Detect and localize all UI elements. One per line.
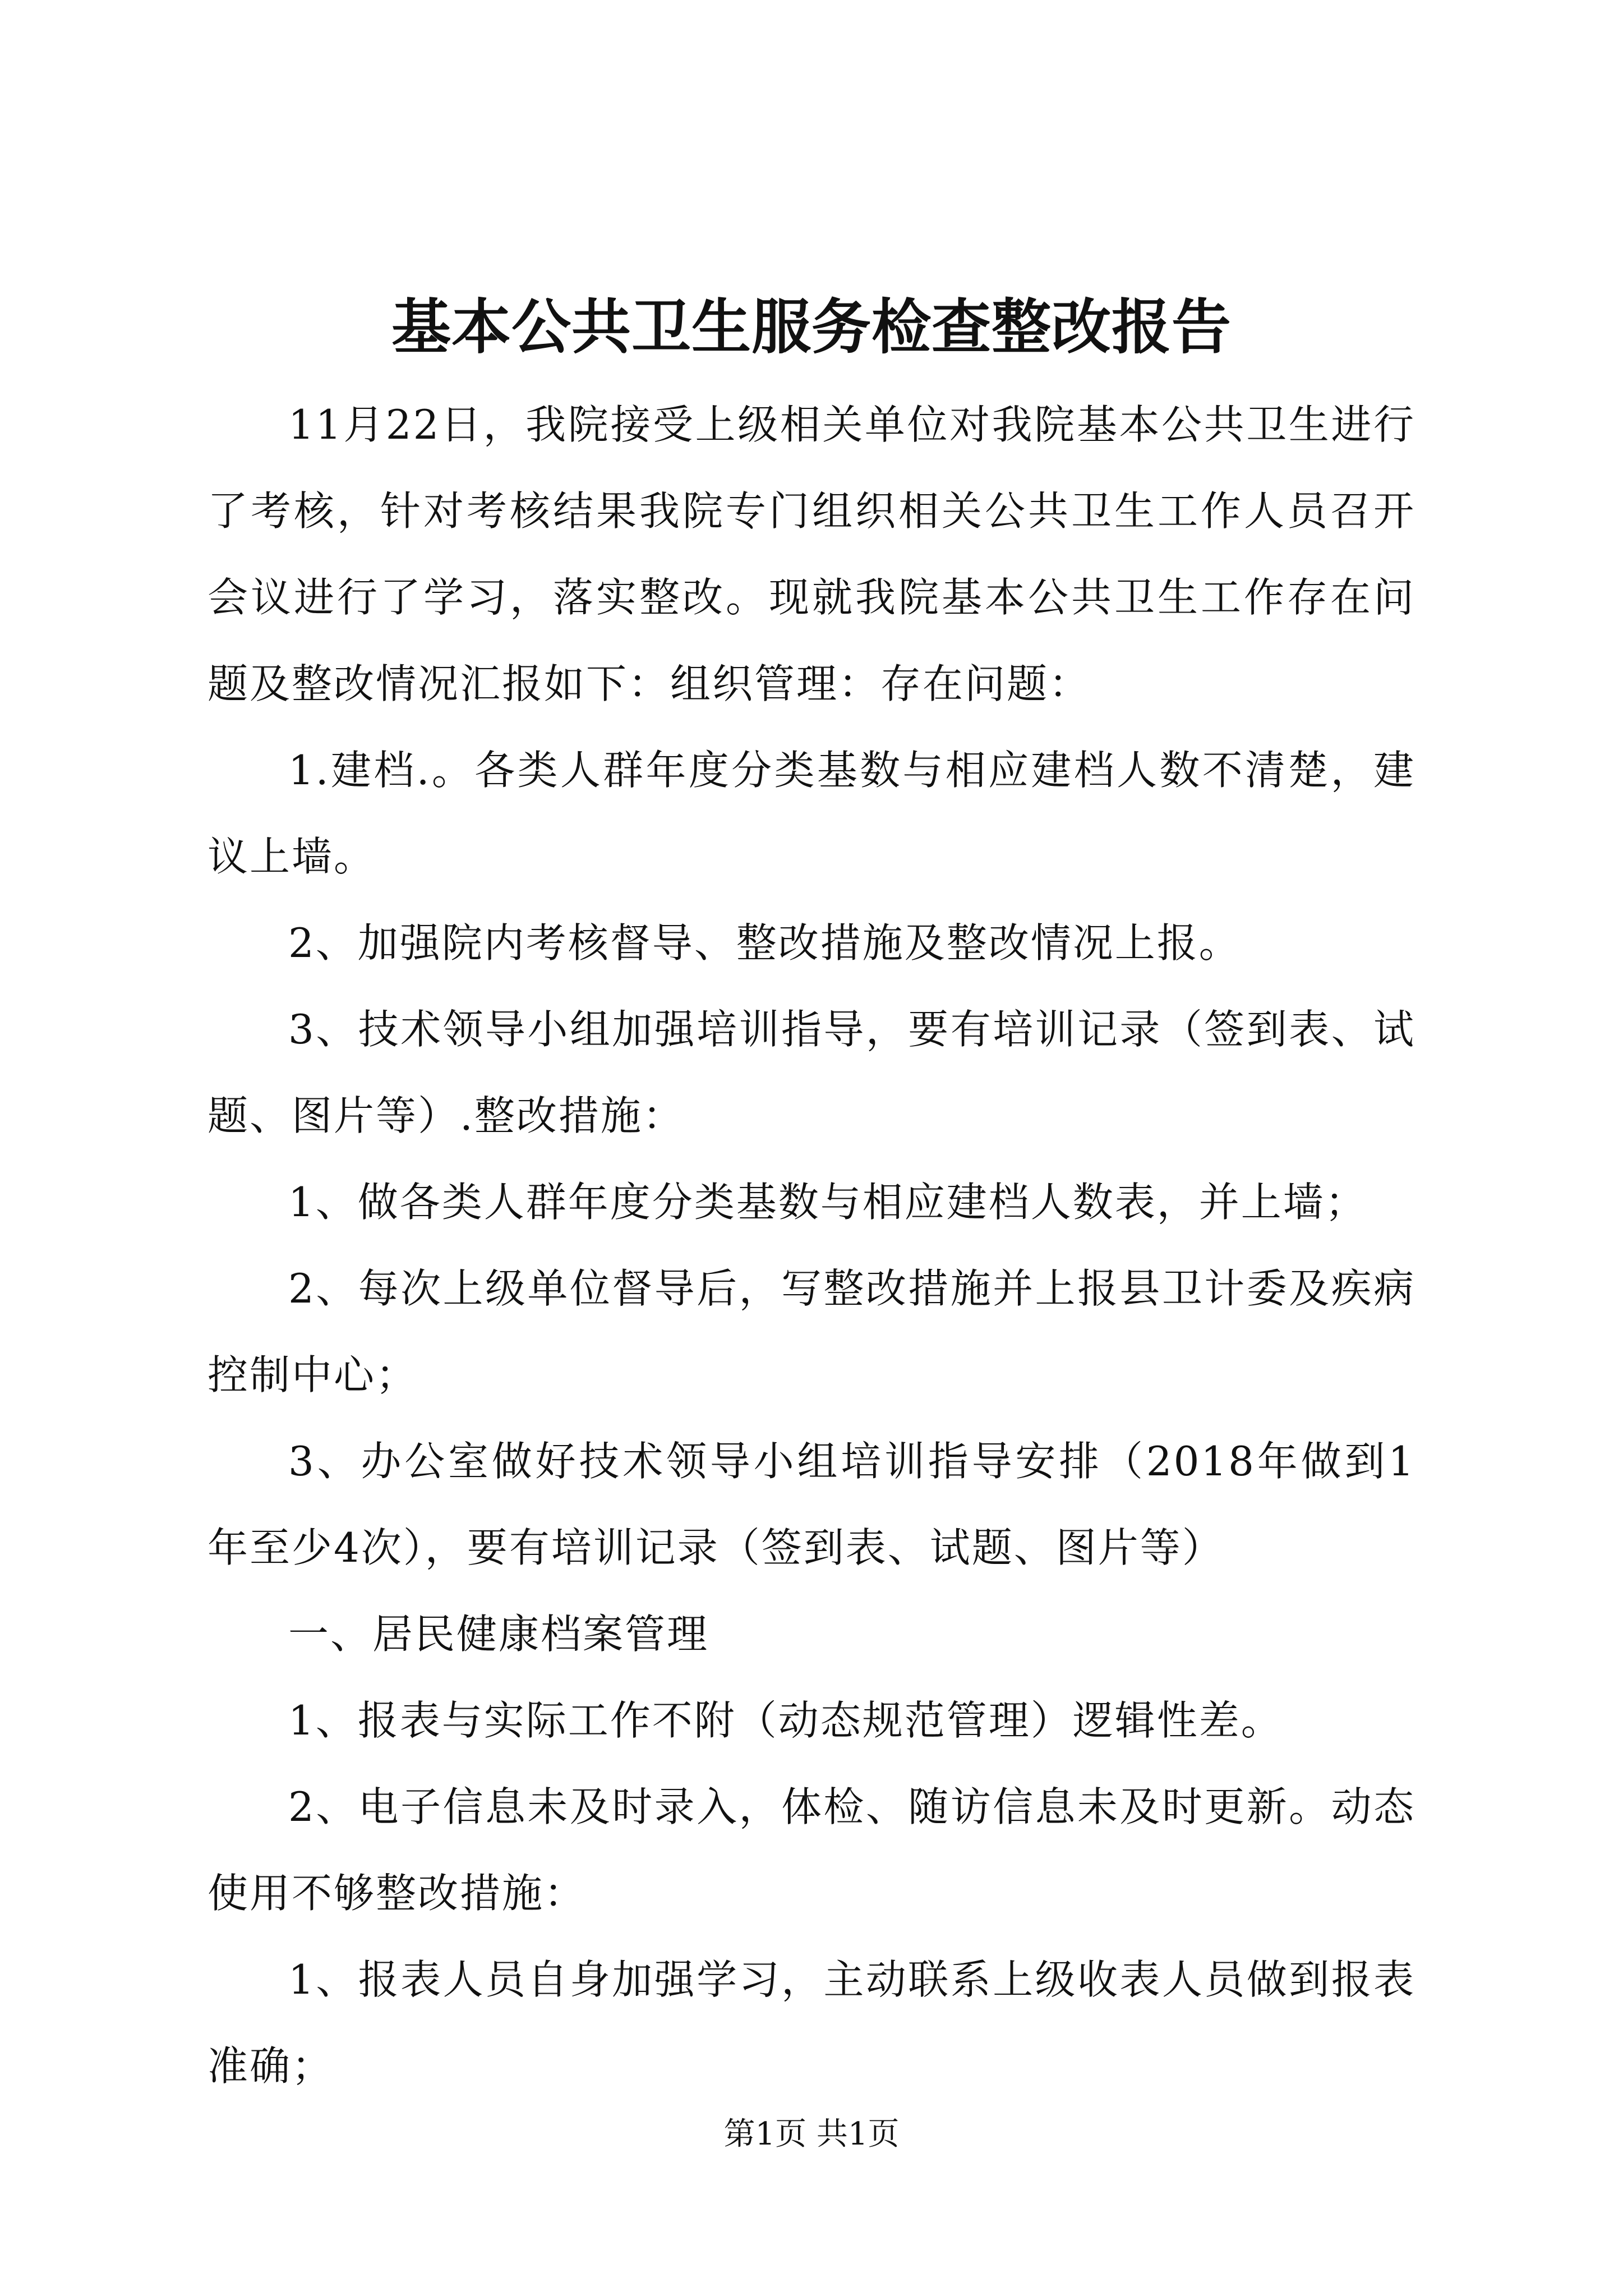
paragraph: 2、加强院内考核督导、整改措施及整改情况上报。 [288, 919, 1241, 967]
document-body [208, 381, 1415, 2109]
paragraph: 3、技术领导小组加强培训指导，要有培训记录（签到表、试题、图片等）.整改措施： [208, 1006, 1415, 1139]
paragraph: 1.建档.。各类人群年度分类基数与相应建档人数不清楚，建议上墙。 [208, 747, 1415, 880]
paragraph: 2、电子信息未及时录入，体检、随访信息未及时更新。动态使用不够整改措施： [208, 1783, 1415, 1917]
paragraph: 1、做各类人群年度分类基数与相应建档人数表，并上墙； [288, 1179, 1367, 1226]
paragraph: 2、每次上级单位督导后，写整改措施并上报县卫计委及疾病控制中心； [208, 1265, 1415, 1398]
paragraph: 3、办公室做好技术领导小组培训指导安排（2018年做到1年至少4次），要有培训记录（签到表、试题、图片等） [208, 1438, 1415, 1571]
paragraph: 1、报表与实际工作不附（动态规范管理）逻辑性差。 [288, 1697, 1283, 1744]
section-heading: 一、居民健康档案管理 [288, 1611, 709, 1658]
paragraph: 11月22日，我院接受上级相关单位对我院基本公共卫生进行了考核，针对考核结果我院专门组织相关公共卫生工作人员召开会议进行了学习，落实整改。现就我院基本公共卫生工作存在问题及整改情况汇报如下：组织管理：存在问题： [208, 401, 1415, 707]
page-footer: 第1页 共1页 [723, 2116, 900, 2152]
paragraph: 1、报表人员自身加强学习，主动联系上级收表人员做到报表准确； [208, 1956, 1415, 2090]
document-title: 基本公共卫生服务检查整改报告 [391, 292, 1232, 362]
